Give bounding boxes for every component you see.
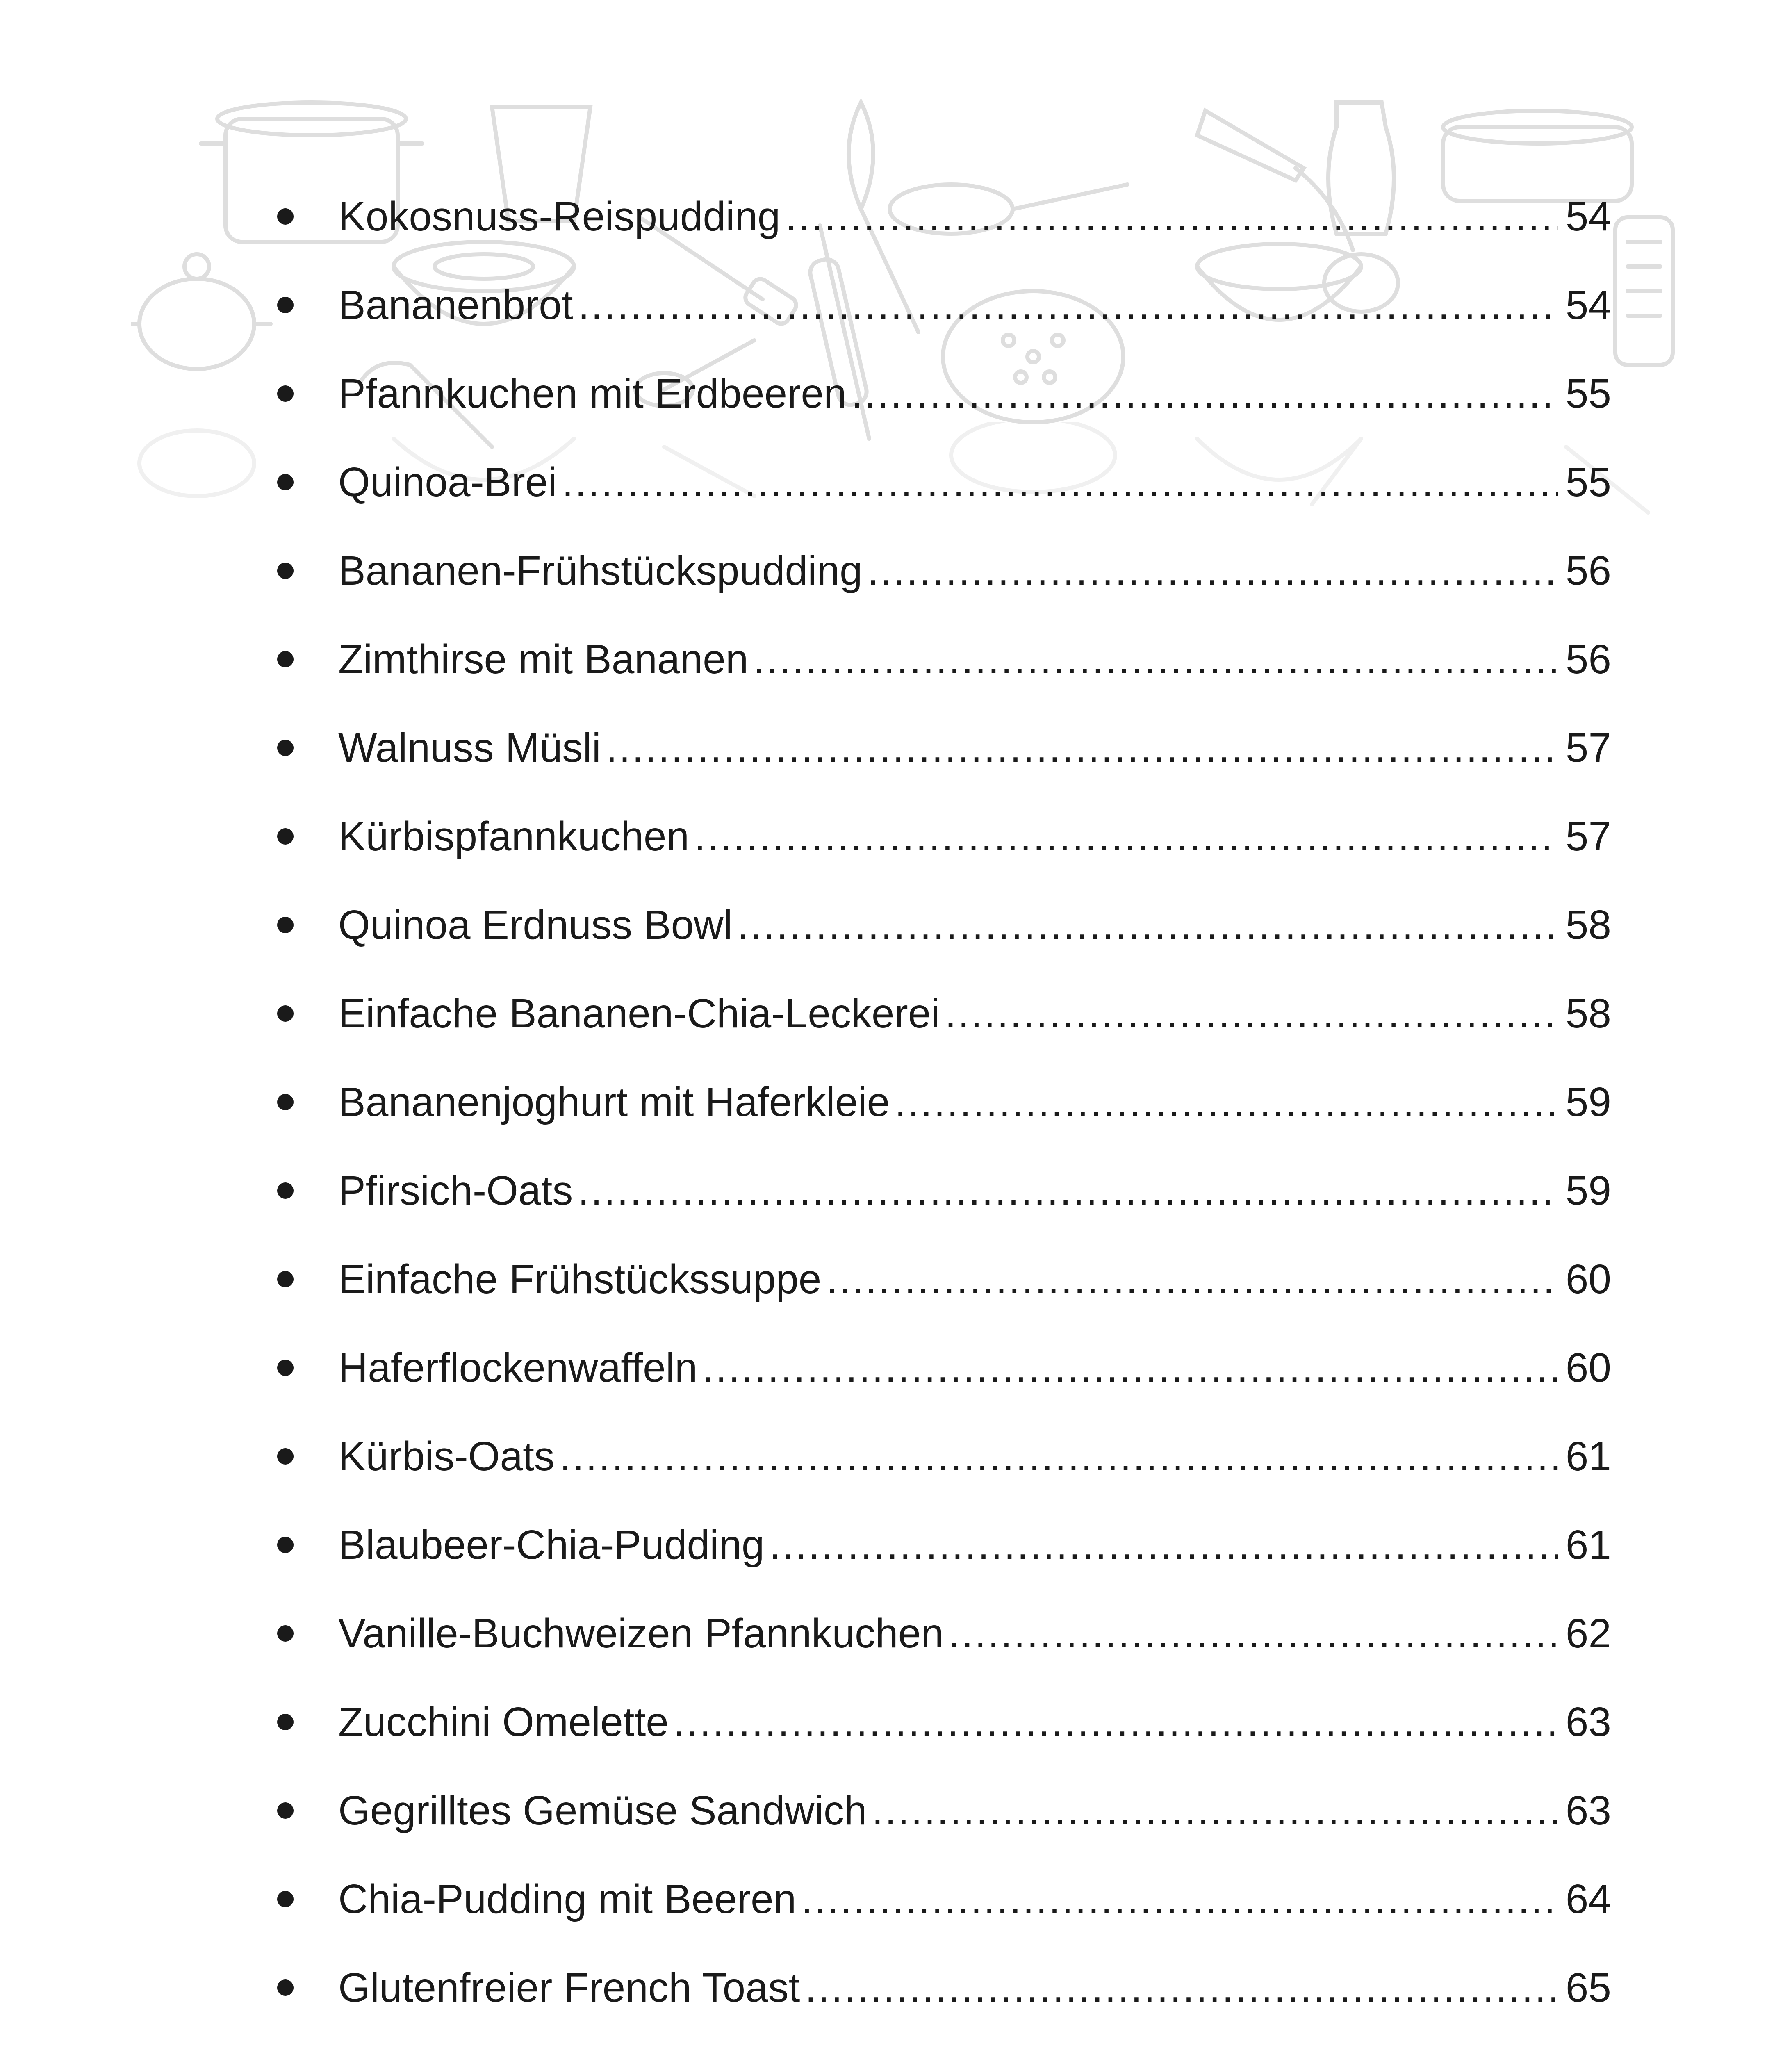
bullet-icon	[277, 1625, 294, 1642]
toc-entry[interactable]	[271, 261, 1611, 349]
dot-leader	[826, 1259, 1558, 1300]
toc-entry-page: 57	[1565, 813, 1611, 859]
dot-leader	[674, 1702, 1558, 1742]
toc-entry-page: 62	[1565, 1610, 1611, 1656]
dot-leader	[785, 196, 1558, 237]
bullet-icon	[277, 828, 294, 845]
toc-entry[interactable]	[271, 1943, 1611, 2032]
toc-entry-title: Glutenfreier French Toast	[338, 1965, 800, 2011]
toc-entry-title: Blaubeer-Chia-Pudding	[338, 1522, 765, 1568]
toc-entry-page: 63	[1565, 1699, 1611, 1745]
bullet-icon	[277, 208, 294, 225]
bullet-icon	[277, 651, 294, 667]
toc-entry-page: 60	[1565, 1256, 1611, 1302]
dot-leader	[578, 1170, 1558, 1211]
toc-entry-title: Pfannkuchen mit Erdbeeren	[338, 371, 847, 417]
dot-leader	[753, 639, 1558, 680]
toc-entry-page: 54	[1565, 194, 1611, 239]
toc-entry-page: 59	[1565, 1168, 1611, 1214]
bullet-icon	[277, 917, 294, 933]
toc-entry-page: 55	[1565, 371, 1611, 417]
dot-leader	[770, 1524, 1558, 1565]
toc-entry-page: 56	[1565, 548, 1611, 594]
toc-entry[interactable]	[271, 2032, 1611, 2050]
dot-leader	[562, 462, 1558, 503]
cooking-pot-icon	[139, 430, 254, 496]
dot-leader	[895, 1082, 1558, 1123]
bullet-icon	[277, 1182, 294, 1199]
toc-entry-page: 57	[1565, 725, 1611, 771]
dot-leader	[949, 1613, 1558, 1654]
bullet-icon	[277, 1271, 294, 1287]
toc-entry[interactable]	[271, 172, 1611, 261]
knife-icon	[1197, 111, 1304, 180]
toc-entry-title: Haferflockenwaffeln	[338, 1345, 698, 1391]
dot-leader	[852, 373, 1558, 414]
toc-entry-page: 58	[1565, 902, 1611, 948]
toc-entry-title: Kokosnuss-Reispudding	[338, 194, 781, 239]
dot-leader	[872, 1790, 1558, 1831]
toc-entry-title: Gegrilltes Gemüse Sandwich	[338, 1788, 867, 1834]
dot-leader	[560, 1436, 1558, 1477]
dot-leader	[578, 285, 1558, 326]
toc-entry-page: 59	[1565, 1079, 1611, 1125]
bullet-icon	[277, 1537, 294, 1553]
bullet-icon	[277, 474, 294, 490]
bullet-icon	[277, 385, 294, 402]
dot-leader	[801, 1879, 1558, 1920]
toc-entry-page: 55	[1565, 459, 1611, 505]
toc-entry-page: 65	[1565, 1965, 1611, 2011]
toc-entry-page: 64	[1565, 1876, 1611, 1922]
bullet-icon	[277, 563, 294, 579]
toc-entry[interactable]	[271, 969, 1611, 1058]
toc-entry-title: Kürbispfannkuchen	[338, 813, 690, 859]
bullet-icon	[277, 1714, 294, 1730]
toc-entry[interactable]	[271, 1589, 1611, 1678]
toc-entry[interactable]	[271, 1766, 1611, 1855]
toc-entry[interactable]	[271, 1058, 1611, 1146]
bullet-icon	[277, 1891, 294, 1907]
toc-entry-page: 60	[1565, 1345, 1611, 1391]
toc-entry-title: Vanille-Buchweizen Pfannkuchen	[338, 1610, 944, 1656]
toc-entry[interactable]	[271, 1678, 1611, 1766]
bullet-icon	[277, 1094, 294, 1110]
toc-entry[interactable]	[271, 1855, 1611, 1943]
dot-leader	[702, 1347, 1558, 1388]
dot-leader	[738, 904, 1558, 945]
dot-leader	[694, 816, 1558, 857]
sugar-bowl-icon	[131, 254, 271, 369]
toc-entry[interactable]	[271, 704, 1611, 792]
grater-icon	[1615, 217, 1673, 365]
toc-entry[interactable]	[271, 349, 1611, 438]
dot-leader	[606, 727, 1558, 768]
bullet-icon	[277, 1802, 294, 1819]
toc-entry-title: Quinoa-Brei	[338, 459, 557, 505]
toc-entry[interactable]	[271, 1235, 1611, 1323]
bullet-icon	[277, 1360, 294, 1376]
toc-entry[interactable]	[271, 526, 1611, 615]
bullet-icon	[277, 1979, 294, 1996]
toc-entry[interactable]	[271, 615, 1611, 704]
toc-entry-page: 58	[1565, 991, 1611, 1036]
toc-entry[interactable]	[271, 1323, 1611, 1412]
toc-entry-title: Pfirsich-Oats	[338, 1168, 573, 1214]
table-of-contents	[271, 172, 1611, 2050]
toc-entry-title: Walnuss Müsli	[338, 725, 601, 771]
toc-entry-title: Einfache Bananen-Chia-Leckerei	[338, 991, 940, 1036]
toc-entry-title: Kürbis-Oats	[338, 1433, 555, 1479]
toc-entry-title: Bananenjoghurt mit Haferkleie	[338, 1079, 890, 1125]
dot-leader	[805, 1967, 1558, 2008]
toc-entry-title: Chia-Pudding mit Beeren	[338, 1876, 797, 1922]
toc-entry-page: 54	[1565, 282, 1611, 328]
toc-entry-page: 56	[1565, 636, 1611, 682]
bullet-icon	[277, 297, 294, 313]
toc-entry[interactable]	[271, 438, 1611, 526]
toc-entry-title: Zucchini Omelette	[338, 1699, 669, 1745]
toc-entry-page: 61	[1565, 1522, 1611, 1568]
toc-entry[interactable]	[271, 1501, 1611, 1589]
toc-entry[interactable]	[271, 1412, 1611, 1501]
dot-leader	[868, 550, 1558, 591]
toc-entry-page: 61	[1565, 1433, 1611, 1479]
toc-entry-page: 63	[1565, 1788, 1611, 1834]
bullet-icon	[277, 1448, 294, 1465]
bullet-icon	[277, 740, 294, 756]
toc-entry-title: Quinoa Erdnuss Bowl	[338, 902, 733, 948]
toc-entry[interactable]	[271, 1146, 1611, 1235]
toc-entry-title: Einfache Frühstückssuppe	[338, 1256, 822, 1302]
toc-entry-title: Bananen-Frühstückspudding	[338, 548, 863, 594]
toc-entry-title: Zimthirse mit Bananen	[338, 636, 749, 682]
toc-entry[interactable]	[271, 881, 1611, 969]
bullet-icon	[277, 1005, 294, 1022]
dot-leader	[945, 993, 1558, 1034]
toc-entry[interactable]	[271, 792, 1611, 881]
toc-entry-title: Bananenbrot	[338, 282, 573, 328]
